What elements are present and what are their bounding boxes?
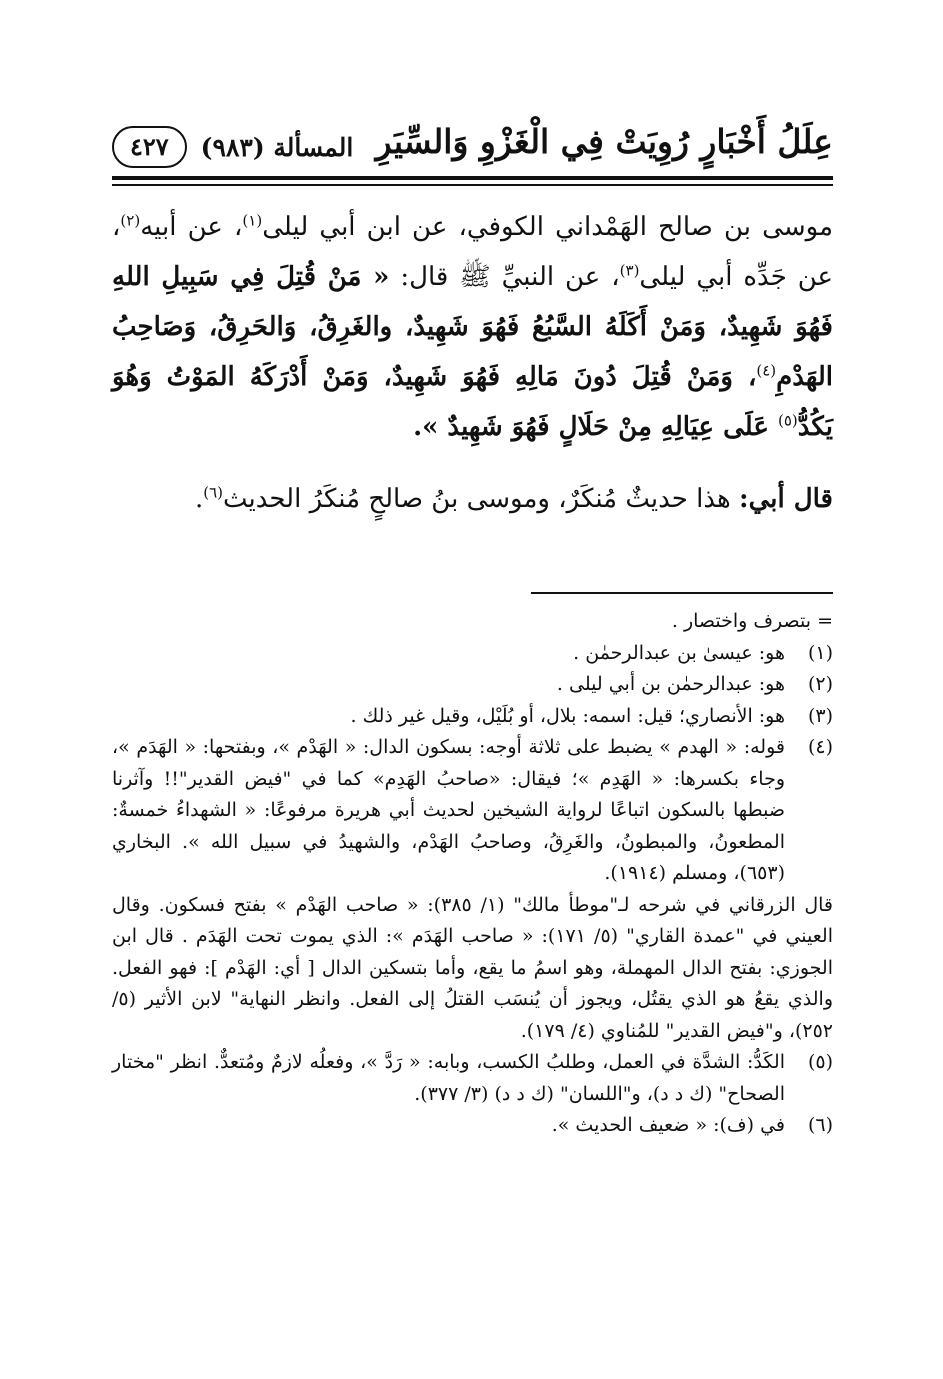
ref-5: (٥) (777, 411, 798, 430)
hadith-text-2: ، وَمَنْ قُتِلَ دُونَ مَالِهِ فَهُوَ شَهِيدٌ، وَمَنْ أَدْرَكَهُ المَوْتُ وَهُوَ يَكُدُّ (112, 362, 833, 442)
footnote-text: قوله: « الهدم » يضبط على ثلاثة أوجه: بسكون الدال: « الهَدْم »، وبفتحها: « الهَدَم »، وجاء بكسرها: « الهَدِم »؛ فيقال: «صاحبُ الهَدِم» كما في "فيض القدير"!! وآثرنا ضبطها بالسكون اتباعًا لرواية الشيخين لحديث أبي هريرة مرفوعًا: « الشهداءُ خمسةٌ: المطعونُ، والمبطونُ، والغَرِقُ، وصاحبُ الهَدْم، والشهيدُ في سبيل الله ». البخاري (٦٥٣)، ومسلم (١٩١٤). (112, 736, 785, 884)
header-rule-thin (112, 184, 833, 186)
ref-1: (١) (242, 211, 263, 230)
footnote-text: الكَدُّ: الشدَّة في العمل، وطلبُ الكسب، وبابه: « رَدَّ »، وفعلُه لازمٌ ومُتعدٌّ. انظر "مختار الصحاح" (ك د د)، و"اللسان" (ك د د) (٣/ ٣٧٧). (112, 1051, 785, 1105)
isnad-part-3: ، عن النبيِّ ﷺ قال: (389, 262, 620, 292)
footnote-text: هو: الأنصاري؛ قيل: اسمه: بلال، أو بُلَيْل، وقيل غير ذلك . (350, 704, 785, 727)
page-number: ٤٢٧ (112, 126, 187, 168)
footnote-number: (٥) (807, 1051, 833, 1073)
ref-4: (٤) (756, 361, 777, 380)
issue-label: المسألة (٩٨٣) (200, 132, 354, 162)
hadith-text-3: عَلَى عِيَالِهِ مِنْ حَلَالٍ فَهُوَ شَهِيدٌ ». (413, 412, 778, 442)
footnote-number: (٤) (807, 736, 833, 758)
footnote-number: (٢) (807, 673, 833, 695)
header-rule-thick (112, 176, 833, 180)
issue-info (112, 126, 353, 168)
ref-2: (٢) (120, 211, 141, 230)
footnote-text: هو: عبدالرحمٰن بن أبي ليلى . (556, 673, 785, 695)
footnote-4 (112, 732, 833, 890)
footnote-continuation: = بتصرف واختصار . (671, 610, 833, 632)
footnote-number: (٦) (807, 1114, 833, 1136)
footnote-1 (112, 638, 833, 670)
isnad-part-2: ، عن جَدِّه أبي ليلى (112, 212, 834, 292)
main-text (112, 202, 833, 524)
verdict-end: . (194, 484, 204, 514)
footnote-separator (531, 592, 833, 594)
footnotes (112, 606, 833, 1142)
verdict-paragraph (112, 474, 833, 524)
footnote-4-continued: قال الزرقاني في شرحه لـ"موطأ مالك" (١/ ٣٨٥): « صاحب الهَدْم » بفتح فسكون. وقال العيني في "عمدة القاري" (٥/ ١٧١): « صاحب الهَدَم »: الذي يموت تحت الهَدَم . قال ابن الجوزي: بفتح الدال المهملة، وهو اسمُ ما يقع، وأما بتسكين الدال [ أي: الهَدْم ]: فهو الفعل. والذي يقعُ هو الذي يقتُل، ويجوز أن يُنسَب القتلُ إلى الفعل. وانظر النهاية" لابن الأثير (٥/ ٢٥٢)، و"فيض القدير" للمُناوي (٤/ ١٧٩). (112, 893, 834, 1042)
isnad-part-1: ، عن أبيه (140, 212, 243, 242)
footnote-text: في (ف): « ضعيف الحديث ». (551, 1114, 785, 1136)
page-header (112, 118, 833, 178)
isnad-intro: موسى بن صالح الهَمْداني الكوفي، عن ابن أبي ليلى (262, 212, 833, 242)
footnote-3 (112, 701, 833, 733)
ref-3: (٣) (619, 261, 640, 280)
footnote-text: هو: عيسىٰ بن عبدالرحمٰن . (573, 641, 785, 664)
verdict-text: هذا حديثٌ مُنكَرٌ، وموسى بنُ صالحٍ مُنكَرُ الحديث (222, 484, 739, 514)
footnote-6 (112, 1110, 833, 1142)
footnote-5 (112, 1047, 833, 1110)
hadith-paragraph (112, 202, 833, 452)
hadith-text-1: « مَنْ قُتِلَ فِي سَبِيلِ اللهِ فَهُوَ شَهِيدٌ، وَمَنْ أَكَلَهُ السَّبُعُ فَهُوَ شَهِيدٌ، والغَرِقُ، وَالحَرِقُ، وَصَاحِبُ الهَدْمِ (112, 262, 833, 392)
footnote-number: (٣) (807, 704, 833, 727)
footnote-2 (112, 669, 833, 701)
ref-6: (٦) (203, 483, 223, 502)
verdict-lead: قال أبي: (738, 484, 833, 514)
book-title: عِلَلُ أَخْبَارٍ رُوِيَتْ فِي الْغَزْوِ وَالسِّيَرِ (375, 122, 833, 161)
footnote-number: (١) (807, 641, 833, 664)
